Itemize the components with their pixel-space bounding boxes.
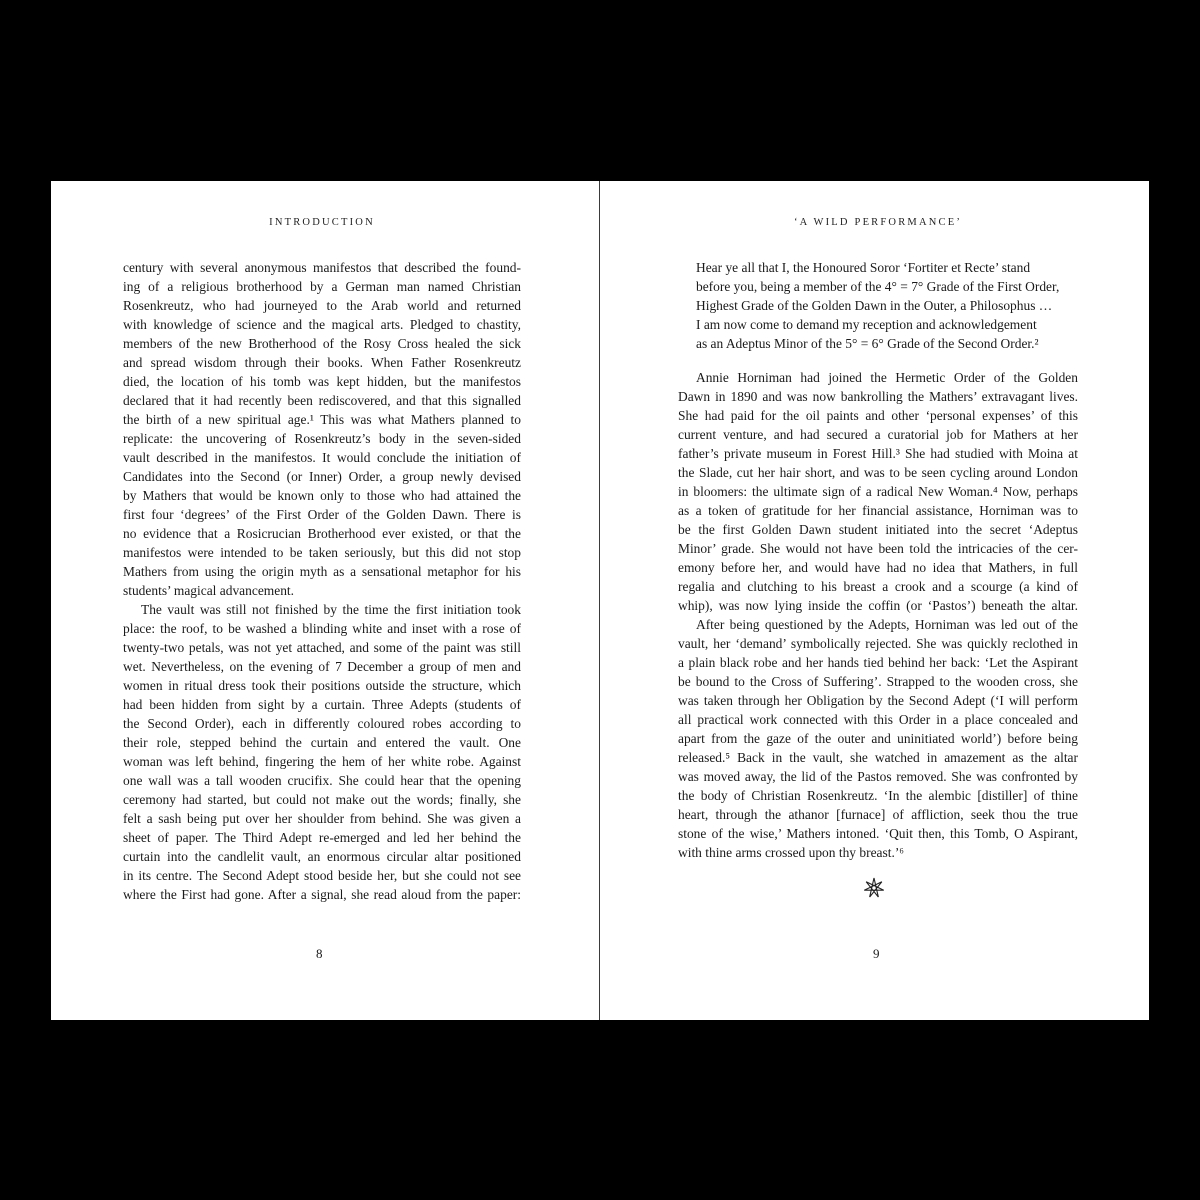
- text-line: be the first Golden Dawn student initiated into the secret ‘Adeptus: [678, 522, 1078, 537]
- text-line: vault, her ‘demand’ symbolically rejected. She was quickly reclothed in: [678, 636, 1078, 651]
- left-page: [51, 181, 599, 1020]
- text-line: emony before her, and would have had no idea that Mathers, in full: [678, 560, 1078, 575]
- text-line: first four ‘degrees’ of the First Order of the Golden Dawn. There is: [123, 507, 521, 522]
- text-line: woman was left behind, fingering the hem of her white robe. Against: [123, 754, 521, 769]
- text-line: their role, stepped behind the curtain and entered the vault. One: [123, 735, 521, 750]
- text-line: The vault was still not finished by the time the first initiation took: [141, 602, 521, 617]
- text-line: no evidence that a Rosicrucian Brotherhood ever existed, or that the: [123, 526, 521, 541]
- text-line: released.⁵ Back in the vault, she watched in amazement as the altar: [678, 750, 1078, 765]
- quote-line: Hear ye all that I, the Honoured Soror ‘Fortiter et Recte’ stand: [696, 260, 1031, 275]
- text-line: members of the new Brotherhood of the Rosy Cross healed the sick: [123, 336, 521, 351]
- text-line: women in ritual dress took their positions outside the structure, which: [123, 678, 521, 693]
- text-line: sheet of paper. The Third Adept re-emerged and led her behind the: [123, 830, 521, 845]
- text-line: father’s private museum in Forest Hill.³ She had studied with Moina at: [678, 446, 1078, 461]
- quote-line: before you, being a member of the 4° = 7° Grade of the First Order,: [696, 279, 1060, 294]
- text-line: died, the location of his tomb was kept hidden, but the manifestos: [123, 374, 521, 389]
- text-line: Rosenkreutz, who had journeyed to the Arab world and returned: [123, 298, 521, 313]
- text-line: in bloomers: the ultimate sign of a radical New Woman.⁴ Now, perhaps: [678, 484, 1078, 499]
- text-line: the Slade, cut her hair short, and was to be seen cycling around London: [678, 465, 1078, 480]
- text-line: was moved away, the lid of the Pastos removed. She was confronted by: [678, 769, 1078, 784]
- text-line: vault described in the manifestos. It would conclude the initiation of: [123, 450, 521, 465]
- text-line: with knowledge of science and the magical arts. Pledged to chastity,: [123, 317, 521, 332]
- seven-pointed-star-icon: [863, 877, 885, 899]
- body-text: [123, 258, 521, 904]
- text-line: be bound to the Cross of Suffering’. Strapped to the wooden cross, she: [678, 674, 1078, 689]
- text-line: apart from the gaze of the outer and uninitiated world’) before being: [678, 731, 1078, 746]
- page-number: 9: [873, 946, 880, 961]
- text-line: one wall was a tall wooden crucifix. She could hear that the opening: [123, 773, 521, 788]
- running-head: ‘A WILD PERFORMANCE’: [793, 217, 963, 228]
- text-line: was taken through her Obligation by the Second Adept (‘I will perform: [678, 693, 1078, 708]
- text-line: century with several anonymous manifestos that described the found-: [123, 260, 521, 275]
- text-line: as a token of gratitude for her financial assistance, Horniman was to: [678, 503, 1078, 518]
- text-line: had been hidden from sight by a curtain. Three Adepts (students of: [123, 697, 521, 712]
- text-line: whip), was now lying inside the coffin (or ‘Pastos’) beneath the altar.: [678, 598, 1078, 613]
- running-head: INTRODUCTION: [269, 217, 375, 228]
- text-line: regalia and clutching to his breast a crook and a scourge (a kind of: [678, 579, 1078, 594]
- text-line: twenty-two petals, was not yet attached, and some of the paint was still: [123, 640, 521, 655]
- text-line: the Second Order), each in differently coloured robes according to: [123, 716, 521, 731]
- text-line: stone of the wise,’ Mathers intoned. ‘Quit then, this Tomb, O Aspirant,: [678, 826, 1078, 841]
- text-line: declared that it had recently been rediscovered, and that this signalled: [123, 393, 521, 408]
- text-line: a plain black robe and her hands tied behind her back: ‘Let the Aspirant: [678, 655, 1078, 670]
- text-line: After being questioned by the Adepts, Horniman was led out of the: [696, 617, 1078, 632]
- book-spread: [51, 181, 1149, 1020]
- text-line: ceremony had started, but could not make out the words; finally, she: [123, 792, 521, 807]
- text-line: Minor’ grade. She would not have been told the intricacies of the cer-: [678, 541, 1078, 556]
- text-line: felt a sash being put over her shoulder from behind. She was given a: [123, 811, 521, 826]
- right-page: [600, 181, 1149, 1020]
- text-line: the body of Christian Rosenkreutz. ‘In the alembic [distiller] of thine: [678, 788, 1078, 803]
- text-line: current venture, and had secured a curatorial job for Mathers at her: [678, 427, 1078, 442]
- text-line: Annie Horniman had joined the Hermetic Order of the Golden: [696, 370, 1078, 385]
- text-line: all practical work connected with this Order in a place concealed and: [678, 712, 1078, 727]
- text-line: heart, through the athanor [furnace] of affliction, seek thou the true: [678, 807, 1078, 822]
- text-line: curtain into the candlelit vault, an enormous circular altar positioned: [123, 849, 521, 864]
- text-line: Candidates into the Second (or Inner) Order, a group newly devised: [123, 469, 521, 484]
- page-number: 8: [316, 946, 323, 961]
- text-line: students’ magical advancement.: [123, 583, 295, 598]
- text-line: replicate: the uncovering of Rosenkreutz’s body in the seven-sided: [123, 431, 521, 446]
- text-line: the birth of a new spiritual age.¹ This was what Mathers planned to: [123, 412, 521, 427]
- text-line: wet. Nevertheless, on the evening of 7 December a group of men and: [123, 659, 521, 674]
- text-line: where the First had gone. After a signal, she read aloud from the paper:: [123, 887, 521, 902]
- text-line: Mathers from using the origin myth as a sensational metaphor for his: [123, 564, 521, 579]
- text-line: in its centre. The Second Adept stood beside her, but she could not see: [123, 868, 521, 883]
- quote-line: I am now come to demand my reception and acknowledgement: [696, 317, 1037, 332]
- body-text: [678, 258, 1078, 862]
- text-line: and spread wisdom through their books. When Father Rosenkreutz: [123, 355, 521, 370]
- text-line: Dawn in 1890 and was now bankrolling the Mathers’ extravagant lives.: [678, 389, 1078, 404]
- text-line: place: the roof, to be washed a blinding white and inset with a rose of: [123, 621, 521, 636]
- block-quote: [678, 258, 1078, 353]
- text-line: with thine arms crossed upon thy breast.’⁶: [678, 845, 904, 860]
- text-line: by Mathers that would be known only to those who had attained the: [123, 488, 521, 503]
- text-line: manifestos were intended to be taken seriously, but this did not stop: [123, 545, 521, 560]
- text-line: ing of a religious brotherhood by a German man named Christian: [123, 279, 521, 294]
- text-line: She had paid for the oil paints and other ‘personal expenses’ of this: [678, 408, 1078, 423]
- quote-line: as an Adeptus Minor of the 5° = 6° Grade of the Second Order.²: [696, 336, 1039, 351]
- quote-line: Highest Grade of the Golden Dawn in the Outer, a Philosophus …: [696, 298, 1053, 313]
